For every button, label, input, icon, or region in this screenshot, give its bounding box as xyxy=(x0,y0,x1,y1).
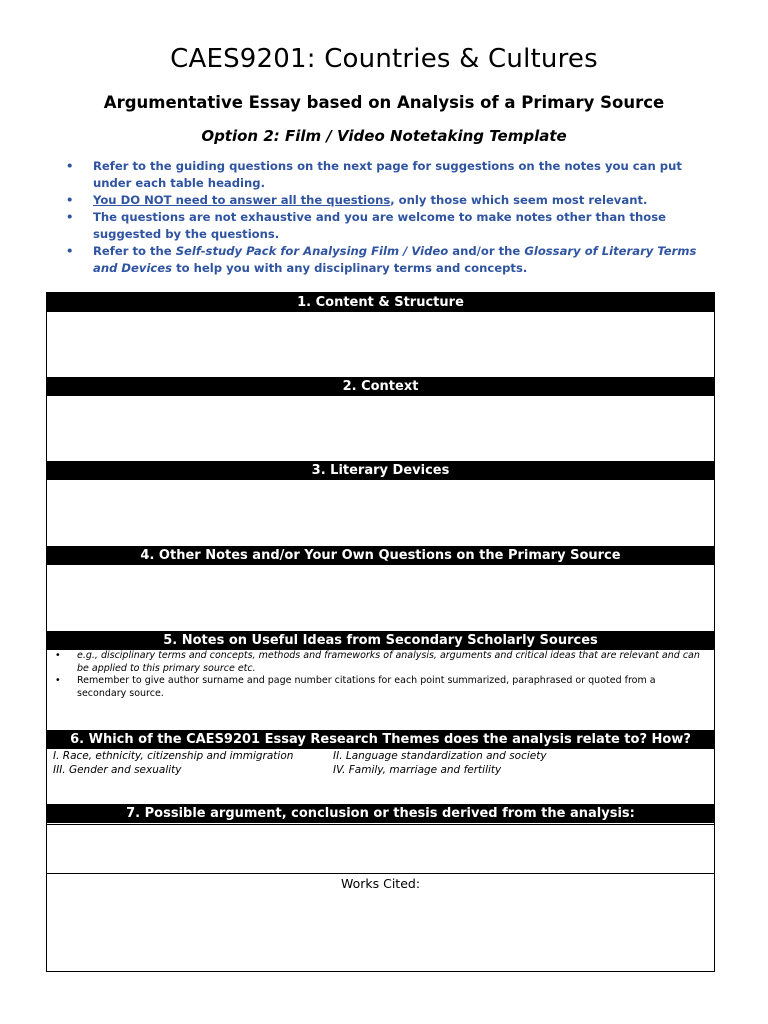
notetaking-table xyxy=(46,292,715,972)
instruction-text: to help you with any disciplinary terms and concepts. xyxy=(172,261,528,275)
section-header-other-notes: 4. Other Notes and/or Your Own Questions on the Primary Source xyxy=(47,546,714,565)
section-header-literary-devices: 3. Literary Devices xyxy=(47,461,714,480)
instruction-text: Refer to the xyxy=(93,244,176,258)
instruction-item xyxy=(64,209,724,243)
theme-item: II. Language standardization and society xyxy=(333,750,547,762)
instruction-text: Refer to the guiding questions on the next page for suggestions on the notes you can put under each table heading. xyxy=(93,159,682,190)
instruction-text: and/or the xyxy=(448,244,525,258)
document-title: CAES9201: Countries & Cultures xyxy=(170,44,598,74)
instruction-text: , only those which seem most relevant. xyxy=(390,193,648,207)
theme-item: I. Race, ethnicity, citizenship and immigration xyxy=(53,750,294,762)
instruction-item xyxy=(64,158,724,192)
secondary-sources-notes xyxy=(51,650,706,700)
section-header-content-structure: 1. Content & Structure xyxy=(47,293,714,312)
section-header-research-themes: 6. Which of the CAES9201 Essay Research Themes does the analysis relate to? How? xyxy=(47,730,714,749)
theme-item: IV. Family, marriage and fertility xyxy=(333,764,502,776)
instruction-emphasis: You DO NOT need to answer all the questions xyxy=(93,193,391,207)
glossary-title: Glossary of Literary Terms and Devices xyxy=(93,244,697,275)
list-item: • Remember to give author surname and page number citations for each point summarized, paraphrased or quoted from a secondary source. xyxy=(51,675,706,700)
theme-item: III. Gender and sexuality xyxy=(53,764,182,776)
instruction-text: The questions are not exhaustive and you are welcome to make notes other than those suggested by the questions. xyxy=(93,210,666,241)
works-cited-label: Works Cited: xyxy=(340,876,421,891)
row-divider xyxy=(47,824,714,825)
instruction-list xyxy=(64,158,724,277)
section-header-argument: 7. Possible argument, conclusion or thesis derived from the analysis: xyxy=(47,804,714,823)
section-header-secondary-sources: 5. Notes on Useful Ideas from Secondary Scholarly Sources xyxy=(47,631,714,650)
document-subtitle: Argumentative Essay based on Analysis of a Primary Source xyxy=(103,93,665,112)
self-study-pack-title: Self-study Pack for Analysing Film / Video xyxy=(175,244,449,258)
instruction-item xyxy=(64,243,724,277)
section-header-context: 2. Context xyxy=(47,377,714,396)
option-heading: Option 2: Film / Video Notetaking Template xyxy=(201,127,567,145)
row-divider xyxy=(47,873,714,874)
list-item: • e.g., disciplinary terms and concepts, methods and frameworks of analysis, arguments and critical ideas that are relevant and can be applied to this primary source etc. xyxy=(51,650,706,675)
instruction-item xyxy=(64,192,724,209)
